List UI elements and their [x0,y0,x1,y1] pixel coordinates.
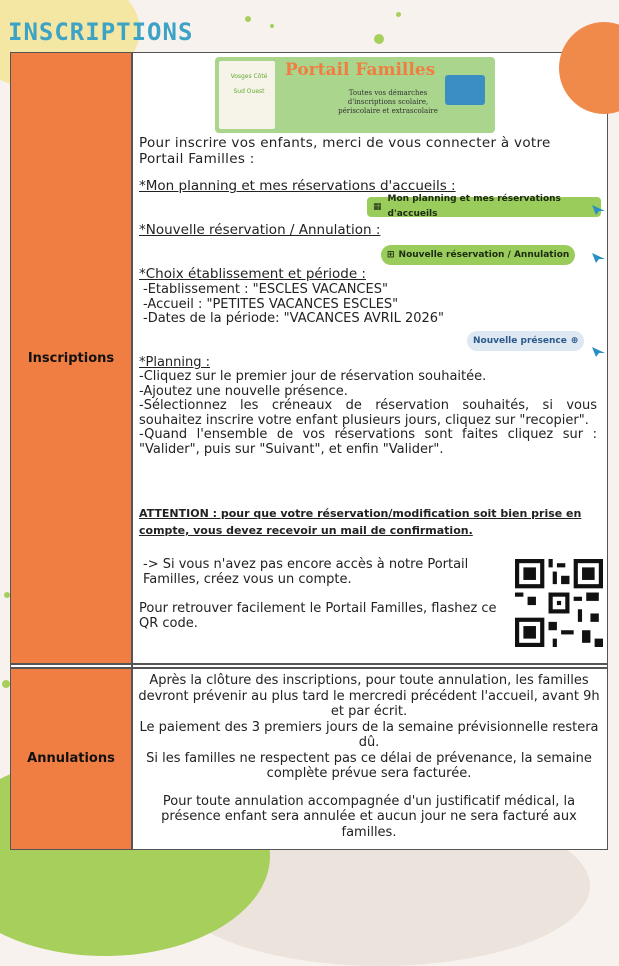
banner-subtitle: Toutes vos démarches d'inscriptions scolaire, périscolaire et extrascolaire [338,89,438,115]
dates-line: -Dates de la période: "VACANCES AVRIL 2026" [143,311,445,326]
nouvelle-presence-button[interactable] [467,331,584,351]
inscriptions-label-cell [11,53,131,663]
annulations-label: Annulations [27,750,115,766]
decor-dot [270,24,274,28]
nouvelle-reservation-label: Nouvelle réservation / Annulation [398,249,570,260]
decor-dot [245,16,251,22]
intro-text: Pour inscrire vos enfants, merci de vous connecter à votre Portail Familles : [139,135,551,167]
medical-rule: Pour toute annulation accompagnée d'un justificatif médical, la présence enfant sera annulée et aucun jour ne sera facturé aux familles. [161,793,577,840]
annulations-content [137,673,601,843]
portail-familles-banner [215,57,495,133]
account-text: -> Si vous n'avez pas encore accès à notre Portail Familles, créez vous un compte. [143,557,469,587]
planning-reservations-button[interactable] [367,194,601,219]
book-icon [445,75,485,105]
decor-dot [2,680,10,688]
annulation-rule: Après la clôture des inscriptions, pour toute annulation, les familles devront prévenir au plus tard le mercredi précédent l'accueil, avant 9h et par écrit. [138,673,600,719]
section-planning-heading: *Mon planning et mes réservations d'accueils : [139,178,456,194]
pointer-icon [591,251,606,264]
banner-logo-panel [219,61,275,129]
section-etablissement-heading: *Choix établissement et période : [139,266,366,282]
column-divider [131,53,133,849]
nouvelle-presence-label: Nouvelle présence [473,335,567,346]
pointer-icon [591,345,606,358]
step-line: -Quand l'ensemble de vos réservations sont faites cliquez sur : "Valider", puis sur "Suivant", et enfin "Valider". [139,427,597,457]
section-reservation-heading: *Nouvelle réservation / Annulation : [139,222,381,238]
section-planning-steps-heading: *Planning : [139,355,211,370]
annulations-label-cell [11,667,131,849]
planning-reservations-label: Mon planning et mes réservations d'accueils [387,194,561,219]
paiement-rule: Le paiement des 3 premiers jours de la semaine prévisionnelle restera dû. [139,719,599,750]
row-divider [11,667,607,669]
etablissement-line: -Etablissement : "ESCLES VACANCES" [143,282,388,297]
prevenance-rule: Si les familles ne respectent pas ce délai de prévenance, la semaine complète prévue sera facturée. [146,750,592,781]
step-line: -Sélectionnez les créneaux de réservation souhaités, si vous souhaitez inscrire votre enfant plusieurs jours, cliquez sur "recopier". [139,398,597,428]
row-divider [11,663,607,665]
qr-instruction: Pour retrouver facilement le Portail Familles, flashez ce QR code. [139,601,497,631]
accueil-line: -Accueil : "PETITES VACANCES ESCLES" [143,296,399,312]
page-title: INSCRIPTIONS [8,18,194,46]
inscriptions-content [137,53,601,661]
banner-title: Portail Familles [285,60,436,80]
attention-note: ATTENTION : pour que votre réservation/modification soit bien prise en compte, vous devez recevoir un mail de confirmation. [139,507,582,537]
info-card [10,52,608,850]
planning-steps [139,370,597,457]
plus-circle-icon: ⊕ [570,335,579,346]
vosges-logo: Vosges Côté Sud Ouest [230,73,268,95]
nouvelle-reservation-button[interactable] [381,245,575,265]
plus-icon: ⊞ [387,249,395,260]
decor-dot [396,12,401,17]
step-line: -Ajoutez une nouvelle présence. [139,383,348,399]
step-line: -Cliquez sur le premier jour de réservation souhaitée. [139,369,487,384]
etablissement-list [143,283,444,327]
pointer-icon [591,203,606,216]
calendar-icon: ▦ [373,201,382,212]
qr-code-icon[interactable] [515,559,603,647]
decor-dot [374,34,384,44]
inscriptions-label: Inscriptions [27,350,115,366]
